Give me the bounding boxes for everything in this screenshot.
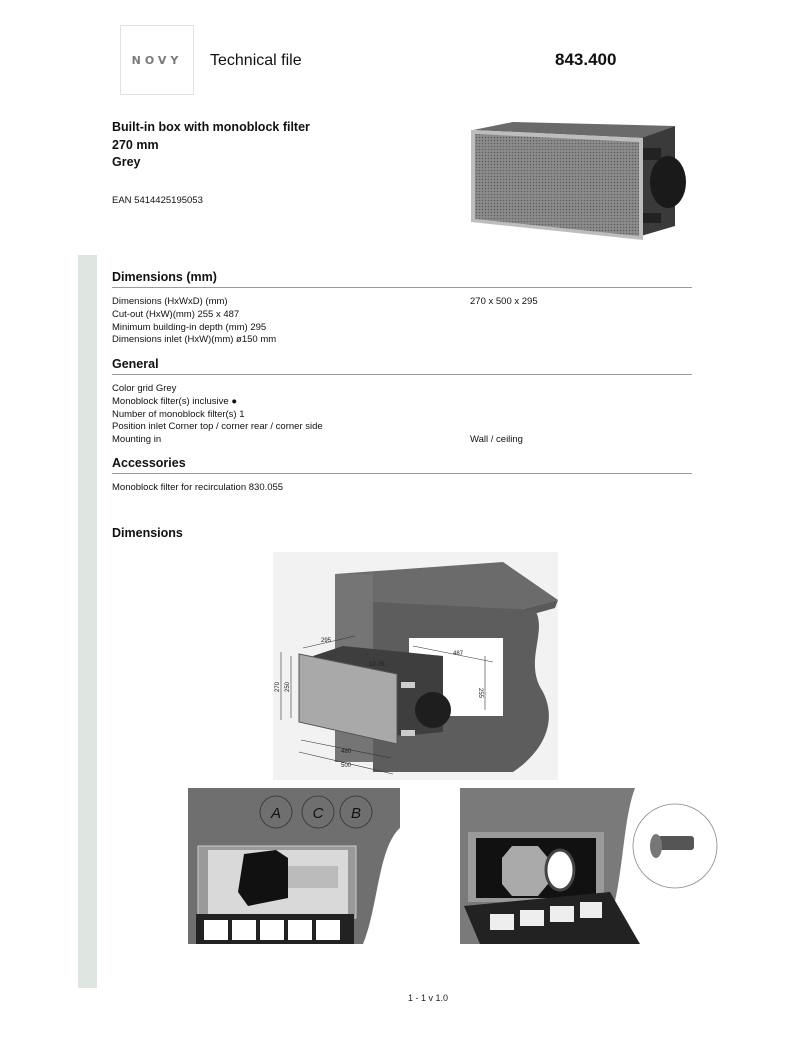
spec-label: Monoblock filter(s) inclusive ● bbox=[112, 395, 238, 407]
spec-value: 270 x 500 x 295 bbox=[470, 296, 538, 307]
spec-row bbox=[112, 383, 692, 396]
spec-row bbox=[112, 409, 692, 422]
section-title: Accessories bbox=[112, 456, 692, 474]
dim-label-cutout-width: 487 bbox=[453, 651, 464, 657]
spec-row bbox=[112, 322, 692, 335]
product-name: Built-in box with monoblock filter bbox=[112, 120, 310, 134]
installation-detail-screw bbox=[460, 788, 720, 944]
dim-label-height-inner: 250 bbox=[285, 681, 291, 692]
section-general bbox=[112, 357, 692, 447]
spec-label: Cut-out (HxW)(mm) 255 x 487 bbox=[112, 308, 240, 320]
spec-label: Color grid Grey bbox=[112, 383, 177, 394]
document-title: Technical file bbox=[210, 52, 302, 69]
dim-label-height-outer: 270 bbox=[275, 681, 281, 692]
spec-label: Mounting in bbox=[112, 434, 162, 446]
spec-row bbox=[112, 334, 692, 347]
product-size: 270 mm bbox=[112, 137, 159, 152]
side-accent-bar bbox=[78, 255, 97, 988]
section-accessories bbox=[112, 456, 692, 495]
product-photo bbox=[463, 118, 693, 253]
dim-label-frame-gap: 10-35 bbox=[369, 662, 385, 668]
spec-label: Dimensions (HxWxD) (mm) bbox=[112, 296, 228, 307]
spec-row bbox=[112, 309, 692, 322]
callout-c: C bbox=[312, 805, 324, 822]
section-dimensions bbox=[112, 270, 692, 347]
spec-value: Wall / ceiling bbox=[470, 434, 523, 446]
section-title: Dimensions (mm) bbox=[112, 270, 692, 288]
brand-logo bbox=[120, 25, 194, 95]
callout-a: A bbox=[270, 805, 282, 822]
logo-text: NOVY bbox=[131, 53, 183, 67]
dim-label-width-inner: 480 bbox=[341, 749, 352, 755]
section-title: General bbox=[112, 357, 692, 375]
spec-row bbox=[112, 396, 692, 409]
dim-label-cutout-height: 255 bbox=[477, 688, 483, 699]
product-number: 843.400 bbox=[555, 50, 617, 69]
callout-b: B bbox=[350, 805, 362, 822]
drawings-heading: Dimensions bbox=[112, 526, 183, 540]
spec-row bbox=[112, 296, 692, 309]
spec-label: Number of monoblock filter(s) 1 bbox=[112, 408, 245, 420]
spec-row bbox=[112, 434, 692, 447]
dimension-drawing bbox=[273, 552, 558, 780]
product-color: Grey bbox=[112, 155, 141, 169]
accessory-row bbox=[112, 482, 692, 495]
spec-row bbox=[112, 421, 692, 434]
ean-code: EAN 5414425195053 bbox=[112, 195, 203, 206]
accessory-label: Monoblock filter for recirculation 830.055 bbox=[112, 482, 284, 493]
product-summary bbox=[112, 119, 310, 172]
installation-detail-callouts bbox=[188, 788, 400, 944]
spec-label: Position inlet Corner top / corner rear / corner side bbox=[112, 421, 323, 433]
dim-label-width-outer: 500 bbox=[341, 763, 352, 769]
dim-label-depth: 295 bbox=[321, 638, 332, 644]
page-indicator: 1 - 1 v 1.0 bbox=[408, 993, 449, 1003]
spec-label: Dimensions inlet (HxW)(mm) ø150 mm bbox=[112, 334, 277, 346]
spec-label: Minimum building-in depth (mm) 295 bbox=[112, 321, 267, 333]
